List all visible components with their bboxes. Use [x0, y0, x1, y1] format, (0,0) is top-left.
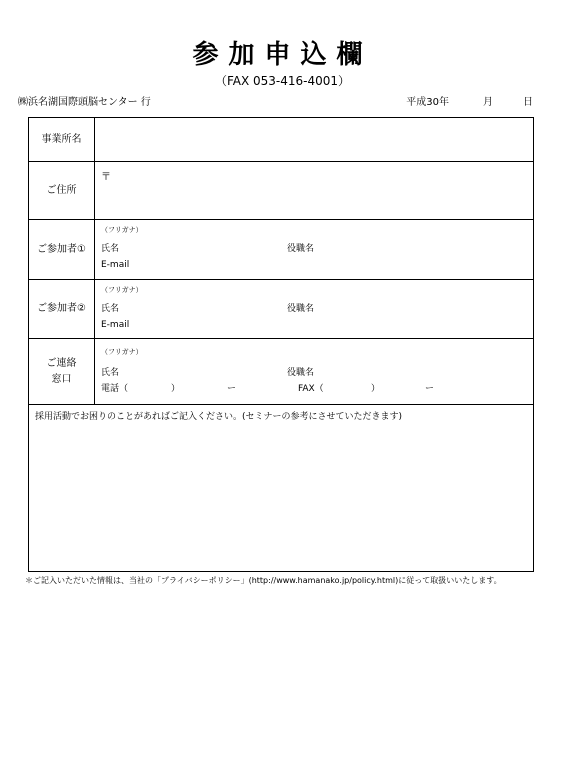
company-row [29, 118, 534, 162]
postal-mark: 〒 [101, 172, 111, 183]
company-label: 事業所名 [29, 118, 95, 162]
note-field[interactable] [29, 405, 534, 572]
position-label: 役職名 [287, 304, 315, 314]
note-row [29, 405, 534, 572]
furigana-label: （フリガナ） [101, 348, 143, 356]
name-label: 氏名 [101, 368, 120, 378]
participant2-row [29, 280, 534, 339]
participant2-field[interactable] [95, 280, 534, 339]
name-label: 氏名 [101, 304, 120, 314]
fax-close: ） [371, 384, 381, 394]
date-line [406, 96, 533, 110]
participant1-row [29, 220, 534, 280]
email-label: E-mail [101, 320, 130, 330]
participant2-label: ご参加者② [29, 280, 95, 339]
date-era: 平成30年 [406, 97, 449, 108]
email-label: E-mail [101, 260, 130, 270]
name-label: 氏名 [101, 244, 120, 254]
fax-number: （FAX 053-416-4001） [214, 74, 351, 88]
privacy-footnote: ＊ご記入いただいた情報は、当社の「プライバシーポリシー」(http://www.hamanako.jp/policy.html)に従って取扱いいたします。 [25, 576, 502, 585]
company-field[interactable] [95, 118, 534, 162]
contact-label-line1: ご連絡 [46, 357, 77, 369]
furigana-label: （フリガナ） [101, 226, 143, 234]
date-month: 月 [483, 97, 493, 108]
tel-dash: ー [227, 384, 237, 394]
addressee: ㈱浜名湖国際頭脳センター 行 [18, 97, 151, 108]
contact-field[interactable] [95, 339, 534, 405]
tel-label: 電話（ [101, 384, 129, 394]
page-title: 参加申込欄 [192, 40, 373, 70]
address-label: ご住所 [29, 162, 95, 220]
date-day: 日 [523, 97, 533, 108]
fax-dash: ー [425, 384, 435, 394]
contact-label-line2: 窓口 [51, 373, 72, 385]
position-label: 役職名 [287, 244, 315, 254]
furigana-label: （フリガナ） [101, 286, 143, 294]
contact-row [29, 339, 534, 405]
participant1-field[interactable] [95, 220, 534, 280]
application-form [28, 117, 534, 572]
fax-label: FAX（ [298, 384, 324, 394]
participant1-label: ご参加者① [29, 220, 95, 280]
address-row [29, 162, 534, 220]
note-instruction: 採用活動でお困りのことがあればご記入ください。(セミナーの参考にさせていただきます) [35, 412, 403, 422]
tel-close: ） [171, 384, 181, 394]
contact-label [29, 339, 95, 405]
position-label: 役職名 [287, 368, 315, 378]
address-field[interactable] [95, 162, 534, 220]
